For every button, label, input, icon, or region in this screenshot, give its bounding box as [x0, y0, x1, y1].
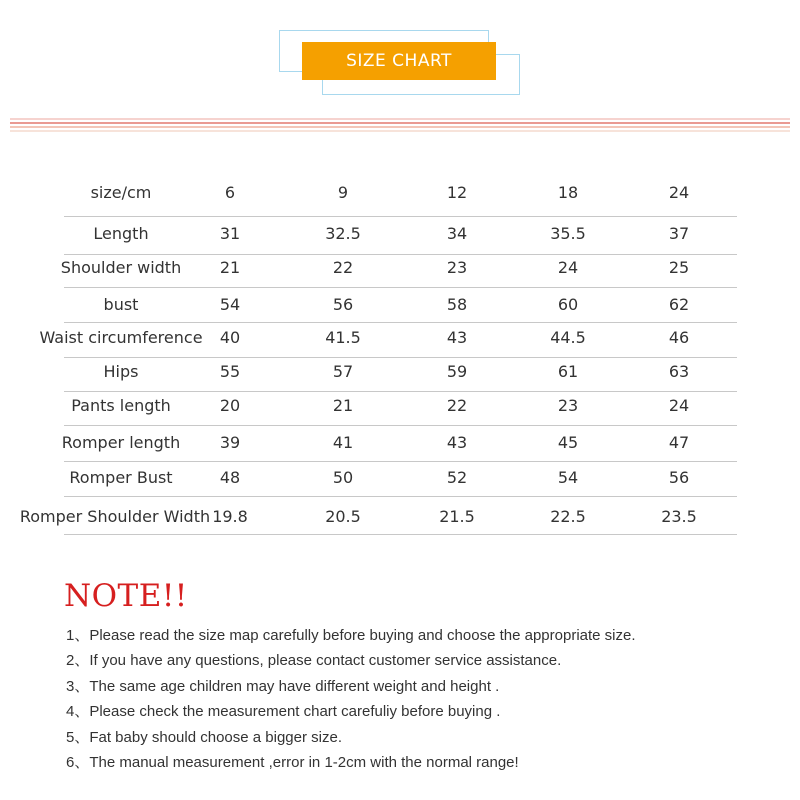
row-value: 22: [446, 396, 468, 415]
row-value: 24: [668, 396, 690, 415]
row-value: 19.8: [212, 507, 248, 526]
row-value: 56: [332, 295, 354, 314]
table-divider: [64, 357, 737, 358]
note-heading: NOTE!!: [64, 578, 188, 614]
row-value: 57: [332, 362, 354, 381]
row-value: 20.5: [325, 507, 361, 526]
table-divider: [64, 391, 737, 392]
row-value: 43: [446, 433, 468, 452]
row-value: 25: [668, 258, 690, 277]
row-value: 31: [219, 224, 241, 243]
stripe-3: [10, 126, 790, 128]
row-value: 23.5: [661, 507, 697, 526]
row-value: 21.5: [439, 507, 475, 526]
row-value: 58: [446, 295, 468, 314]
row-value: 60: [557, 295, 579, 314]
row-value: 44.5: [550, 328, 586, 347]
row-label: Romper Shoulder Width: [19, 507, 211, 526]
row-value: 48: [219, 468, 241, 487]
header-size-18: 18: [557, 183, 579, 202]
row-value: 34: [446, 224, 468, 243]
row-value: 56: [668, 468, 690, 487]
row-value: 21: [219, 258, 241, 277]
stripe-1: [10, 118, 790, 120]
row-value: 45: [557, 433, 579, 452]
header-size-12: 12: [446, 183, 468, 202]
note-list: [66, 626, 636, 778]
row-value: 63: [668, 362, 690, 381]
header-size-6: 6: [224, 183, 236, 202]
row-value: 23: [446, 258, 468, 277]
row-value: 59: [446, 362, 468, 381]
row-label: Romper length: [61, 433, 181, 452]
note-item-4: 4、Please check the measurement chart carefuliy before buying .: [66, 703, 501, 721]
row-value: 39: [219, 433, 241, 452]
row-label: bust: [103, 295, 139, 314]
row-value: 55: [219, 362, 241, 381]
row-value: 41.5: [325, 328, 361, 347]
row-value: 32.5: [325, 224, 361, 243]
table-divider: [64, 425, 737, 426]
header-size-cm: size/cm: [90, 183, 152, 202]
note-item-5: 5、Fat baby should choose a bigger size.: [66, 728, 342, 746]
size-chart-title: SIZE CHART: [302, 42, 496, 80]
note-item-2: 2、If you have any questions, please contact customer service assistance.: [66, 652, 562, 670]
row-value: 54: [557, 468, 579, 487]
note-item-1: 1、Please read the size map carefully before buying and choose the appropriate size.: [66, 627, 636, 644]
note-item-3: 3、The same age children may have different weight and height .: [66, 677, 500, 695]
row-value: 21: [332, 396, 354, 415]
row-label: Pants length: [71, 396, 171, 415]
row-value: 47: [668, 433, 690, 452]
row-label: Length: [93, 224, 149, 243]
row-value: 37: [668, 224, 690, 243]
note-item-6: 6、The manual measurement ,error in 1-2cm with the normal range!: [66, 753, 519, 771]
row-value: 35.5: [550, 224, 586, 243]
row-label: Hips: [103, 362, 139, 381]
stripe-4: [10, 130, 790, 132]
stripe-2: [10, 122, 790, 124]
header-size-9: 9: [337, 183, 349, 202]
row-value: 41: [332, 433, 354, 452]
table-divider: [64, 254, 737, 255]
row-value: 46: [668, 328, 690, 347]
row-value: 24: [557, 258, 579, 277]
row-value: 22.5: [550, 507, 586, 526]
row-value: 54: [219, 295, 241, 314]
row-value: 23: [557, 396, 579, 415]
table-divider: [64, 496, 737, 497]
row-value: 40: [219, 328, 241, 347]
table-divider: [64, 461, 737, 462]
row-value: 22: [332, 258, 354, 277]
row-value: 61: [557, 362, 579, 381]
row-value: 50: [332, 468, 354, 487]
row-label: Shoulder width: [60, 258, 182, 277]
table-divider: [64, 287, 737, 288]
table-divider: [64, 216, 737, 217]
row-label: Romper Bust: [69, 468, 173, 487]
row-value: 62: [668, 295, 690, 314]
row-value: 43: [446, 328, 468, 347]
header-size-24: 24: [668, 183, 690, 202]
decorative-stripes: [10, 118, 790, 134]
row-value: 20: [219, 396, 241, 415]
table-divider: [64, 534, 737, 535]
row-value: 52: [446, 468, 468, 487]
row-label: Waist circumference: [39, 328, 203, 347]
table-divider: [64, 322, 737, 323]
